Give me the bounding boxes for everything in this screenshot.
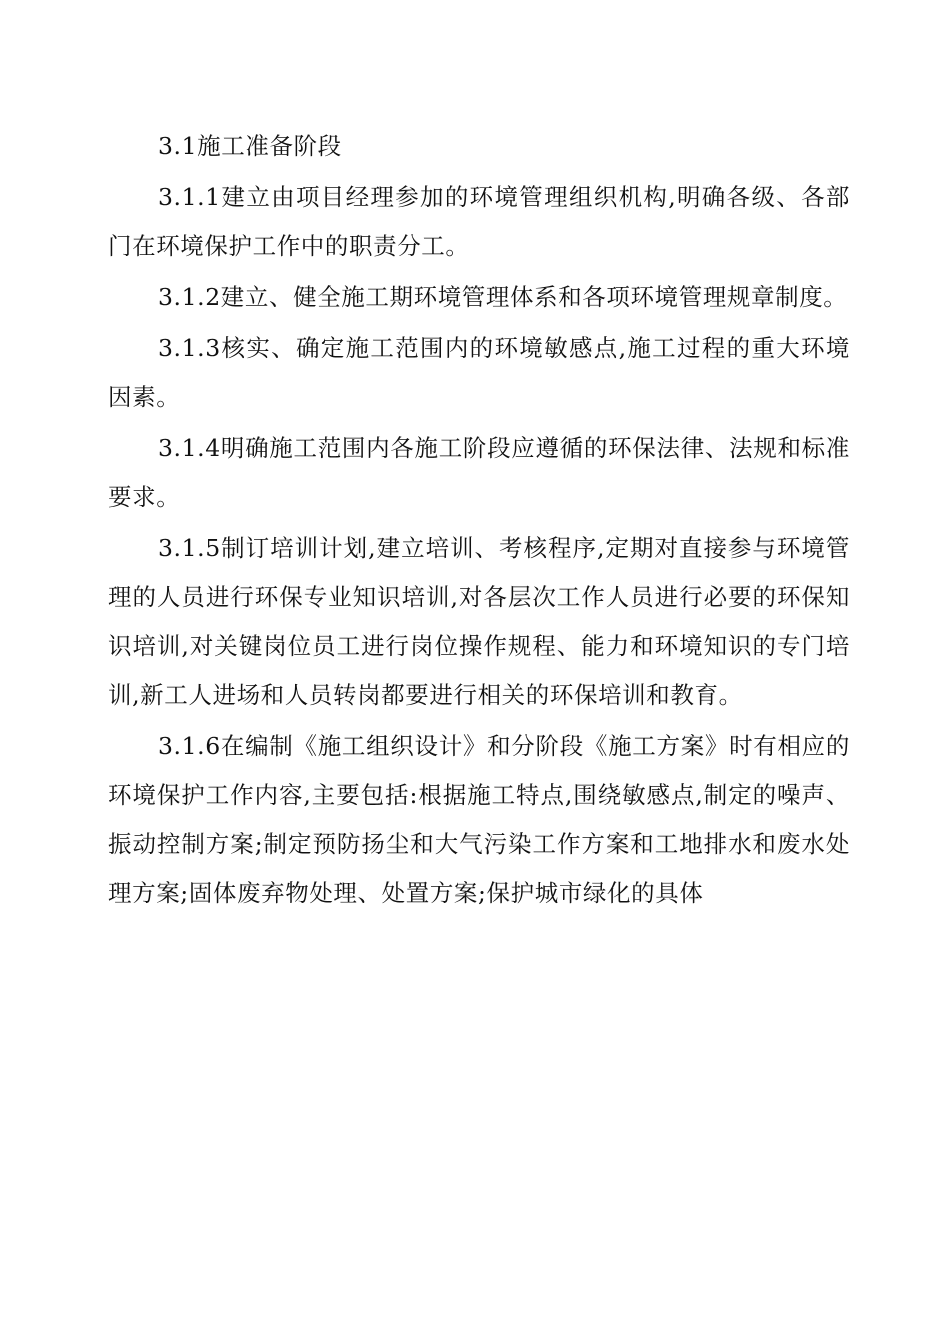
paragraph-3-1-1: 3.1.1建立由项目经理参加的环境管理组织机构,明确各级、各部门在环境保护工作中的职责分工。 xyxy=(108,183,850,260)
paragraph-3-1-3: 3.1.3核实、确定施工范围内的环境敏感点,施工过程的重大环境因素。 xyxy=(108,334,850,411)
paragraph-3-1-4: 3.1.4明确施工范围内各施工阶段应遵循的环保法律、法规和标准要求。 xyxy=(108,434,850,511)
paragraph-3-1-6: 3.1.6在编制《施工组织设计》和分阶段《施工方案》时有相应的环境保护工作内容,主要包括:根据施工特点,围绕敏感点,制定的噪声、振动控制方案;制定预防扬尘和大气污染工作方案和工地排水和废水处理方案;固体废弃物处理、处置方案;保护城市绿化的具体 xyxy=(108,732,850,907)
section-heading: 3.1施工准备阶段 xyxy=(158,132,342,160)
document-body xyxy=(108,122,850,920)
paragraph-3-1-2: 3.1.2建立、健全施工期环境管理体系和各项环境管理规章制度。 xyxy=(158,283,848,311)
paragraph-3-1-5: 3.1.5制订培训计划,建立培训、考核程序,定期对直接参与环境管理的人员进行环保专业知识培训,对各层次工作人员进行必要的环保知识培训,对关键岗位员工进行岗位操作规程、能力和环境知识的专门培训,新工人进场和人员转岗都要进行相关的环保培训和教育。 xyxy=(108,534,850,709)
